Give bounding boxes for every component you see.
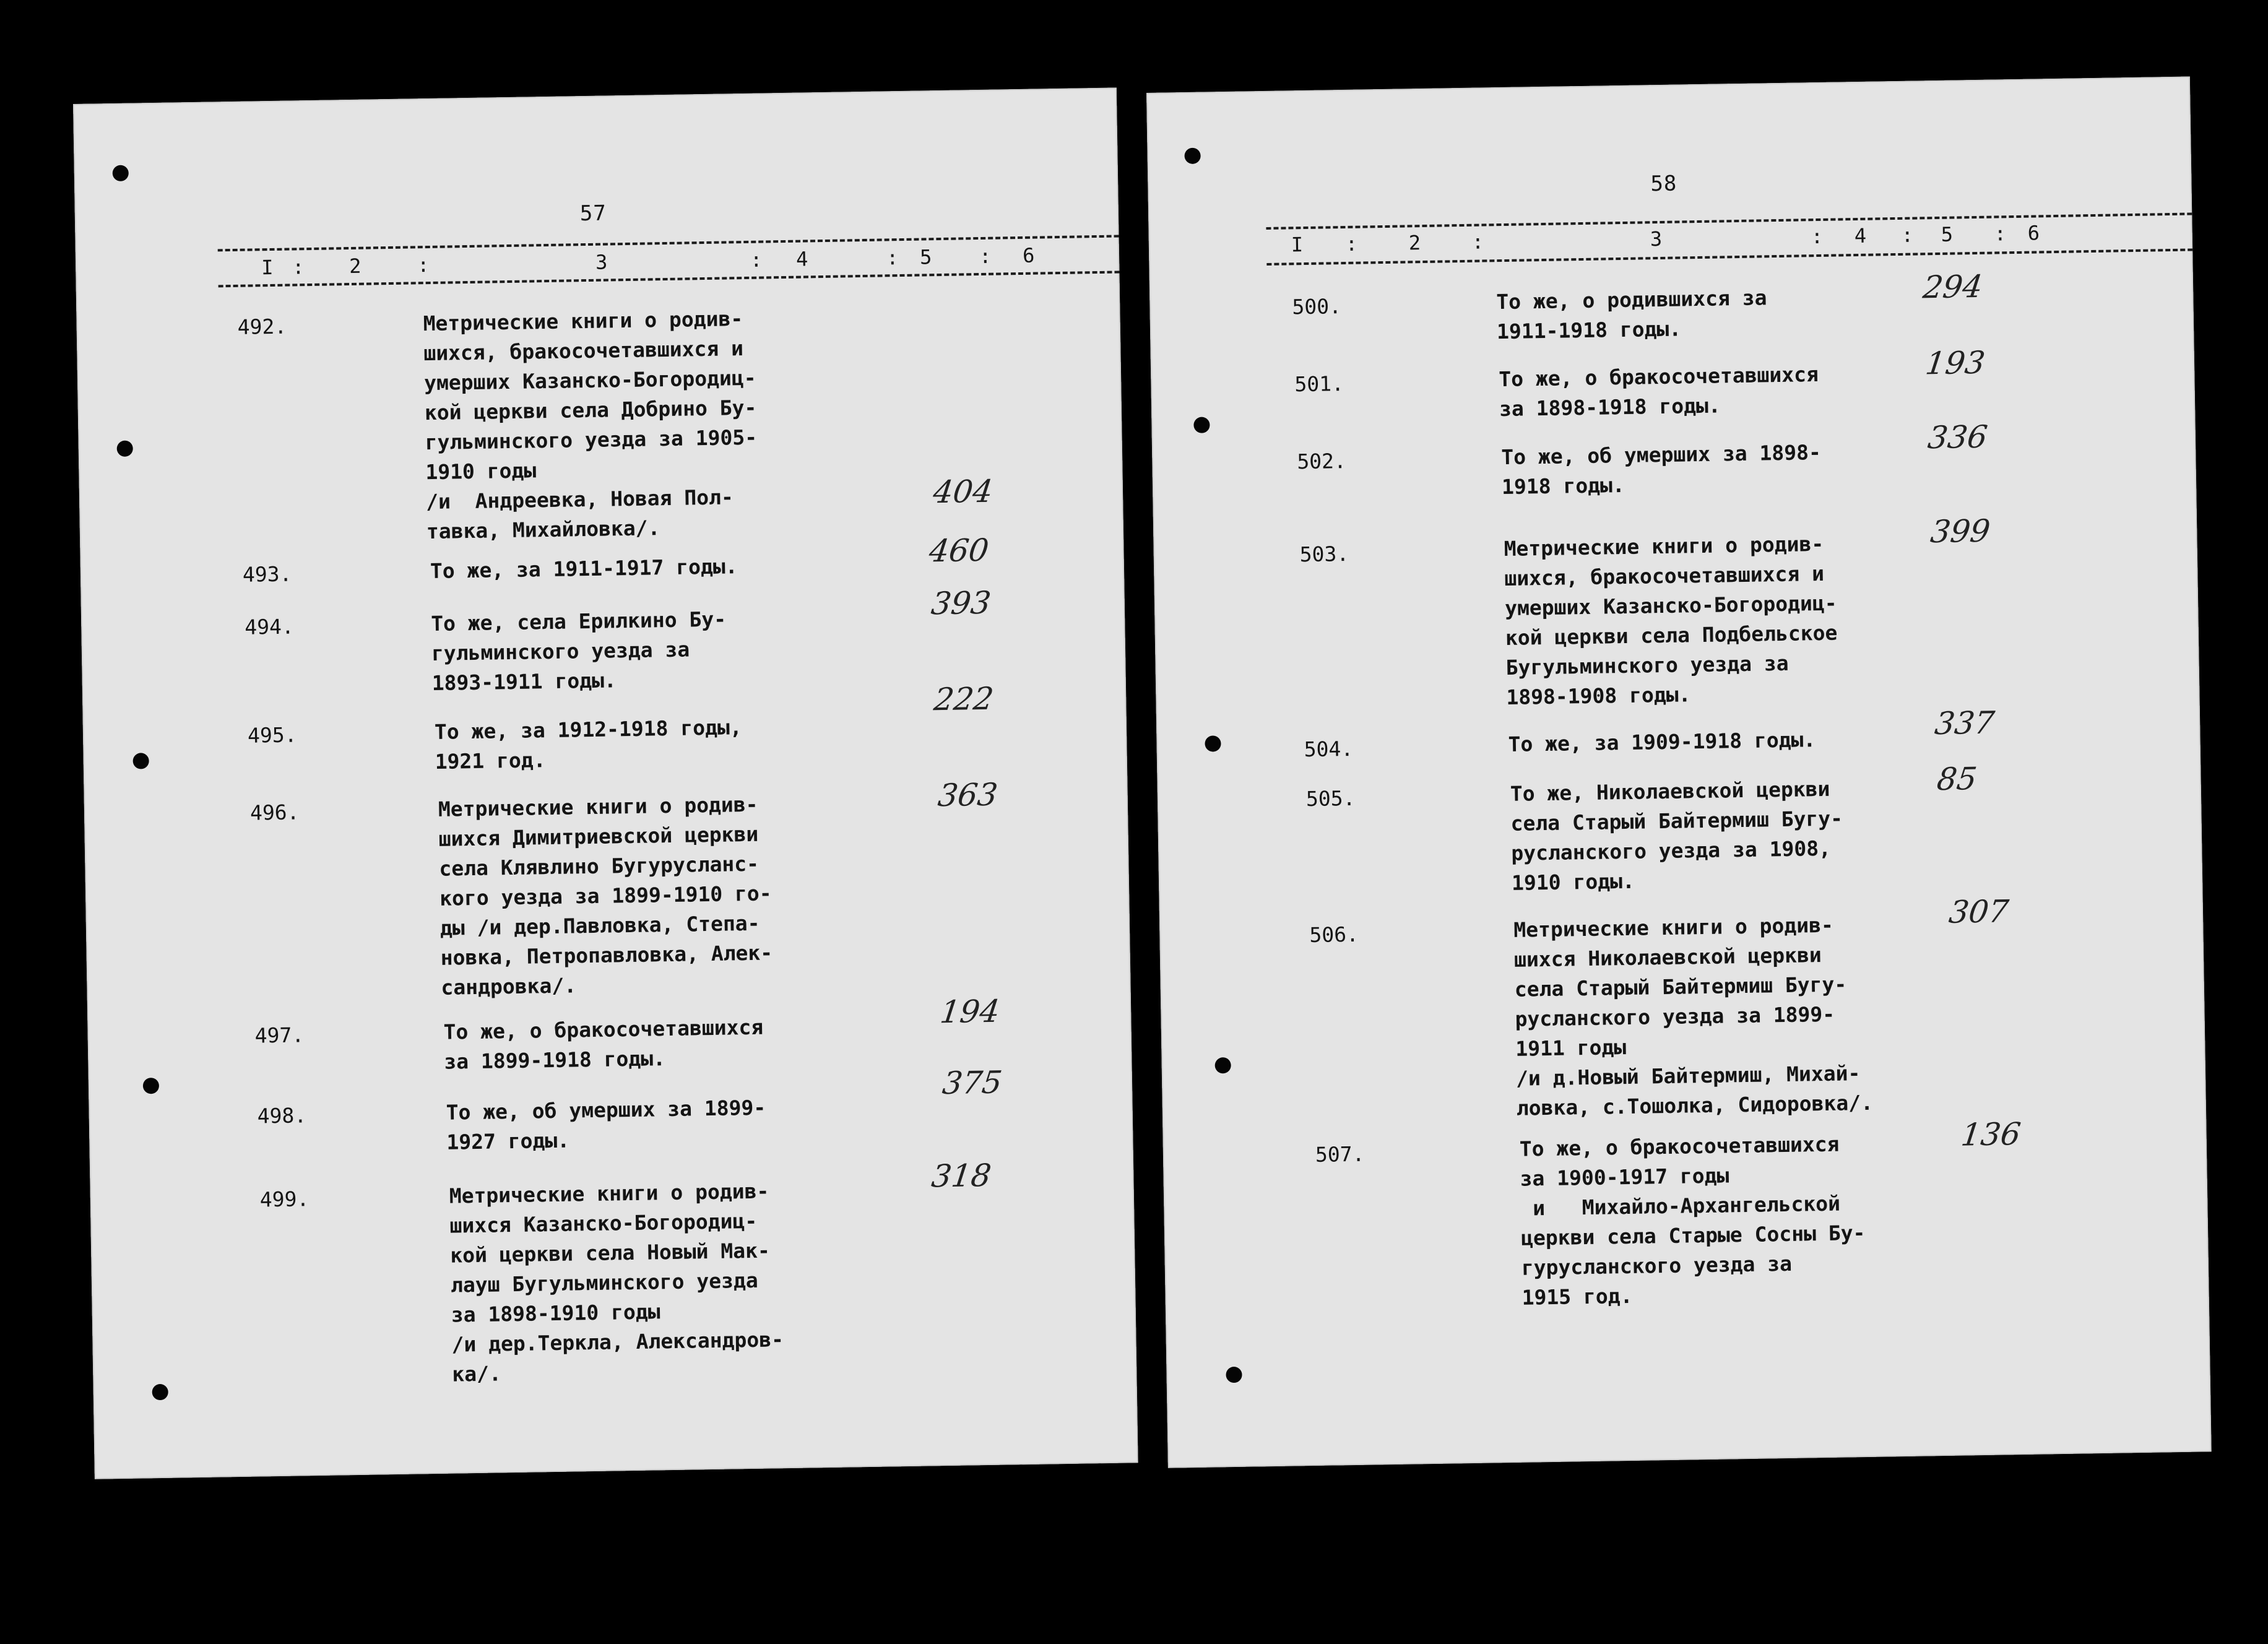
sheet-count: 336: [1926, 418, 1989, 456]
entry-number: 504.: [1304, 736, 1354, 762]
sheet-count: 307: [1947, 893, 2010, 930]
entry-description: Метрические книги о родив- шихся Николаевской церкви села Старый Байтермиш Бугу- русланского уезда за 1899- 1911 годы /и д.Новый Байтермиш, Михай- ловка, с.Тошолка, Сидоровка/.: [1513, 912, 1874, 1120]
entry-number: 507.: [1315, 1141, 1365, 1167]
punch-hole: [1226, 1367, 1242, 1383]
entry-number: 499.: [259, 1187, 309, 1212]
column-header-1: I: [261, 255, 274, 280]
entry-number: 502.: [1297, 449, 1347, 474]
sheet-count: 85: [1934, 761, 1979, 798]
entry-number: 493.: [242, 561, 292, 587]
entry-description: Метрические книги о родив- шихся Казанско-Богородиц- кой церкви села Новый Мак- лауш Бугульминского уезда за 1898-1910 годы /и дер.Теркла, Александров- ка/.: [449, 1179, 784, 1387]
punch-hole: [1205, 735, 1221, 751]
punch-hole: [1184, 148, 1200, 164]
punch-hole: [143, 1078, 159, 1094]
entry-description: То же, Николаевской церкви села Старый Байтермиш Бугу- русланского уезда за 1908, 1910 годы.: [1510, 776, 1843, 895]
sheet-count: 136: [1959, 1115, 2023, 1153]
entry-number: 492.: [237, 314, 287, 339]
entry-description: То же, об умерших за 1899- 1927 годы.: [446, 1095, 766, 1154]
sheet-count: 460: [927, 532, 991, 569]
entry-description: То же, за 1912-1918 годы, 1921 год.: [434, 715, 742, 774]
column-header-1: I: [1291, 233, 1304, 257]
column-header-3: 3: [595, 250, 608, 274]
column-header-6: 6: [1022, 243, 1035, 267]
entry-number: 495.: [247, 722, 297, 748]
entry-description: То же, об умерших за 1898- 1918 годы.: [1501, 439, 1822, 500]
entry-description: То же, за 1911-1917 годы.: [430, 554, 738, 584]
page-number: 57: [579, 201, 607, 227]
entry-description: То же, за 1909-1918 годы.: [1508, 727, 1816, 756]
entry-number: 505.: [1305, 785, 1356, 811]
column-header-2: 2: [348, 254, 361, 279]
entry-description: То же, о бракосочетавшихся за 1900-1917 годы и Михайло-Архангельской церкви села Старые Сосны Бу- гурусланского уезда за 1915 год.: [1519, 1131, 1866, 1310]
sheet-count: 393: [929, 584, 993, 622]
entry-description: То же, села Ерилкино Бу- гульминского уезда за 1893-1911 годы.: [430, 607, 727, 696]
entry-number: 498.: [257, 1103, 307, 1128]
sheet-count: 375: [940, 1064, 1005, 1102]
sheet-count: 194: [938, 993, 1002, 1031]
punch-hole: [1214, 1057, 1231, 1073]
entry-number: 503.: [1299, 541, 1349, 567]
sheet-count: 318: [929, 1157, 993, 1195]
entry-description: То же, о бракосочетавшихся за 1898-1918 годы.: [1499, 362, 1819, 422]
sheet-count: 404: [931, 473, 995, 511]
sheet-count: 222: [932, 680, 996, 718]
column-header-2: 2: [1408, 231, 1421, 255]
column-header: I 2 3 4 5 6 : : : : :: [1291, 221, 2040, 257]
punch-hole: [132, 753, 149, 769]
entry-number: 494.: [245, 614, 295, 639]
entry-number: 497.: [254, 1023, 305, 1048]
sheet-count: 399: [1928, 513, 1993, 550]
entry-description: Метрические книги о родив- шихся, бракосочетавшихся и умерших Казанско-Богородиц- кой церкви села Добрино Бу- гульминского уезда за 1905- 1910 годы /и Андреевка, Новая Пол- тавка, Михайловка/.: [423, 306, 758, 544]
entry-number: 506.: [1309, 922, 1359, 948]
entry-number: 500.: [1292, 294, 1342, 319]
column-header-4: 4: [795, 247, 808, 271]
sheet-count: 363: [936, 776, 1000, 814]
sheet-count: 193: [1923, 344, 1988, 382]
entry-description: Метрические книги о родив- шихся, бракосочетавшихся и умерших Казанско-Богородиц- кой церкви села Подбельское Бугульминского уезда за 1898-1908 годы.: [1504, 531, 1838, 709]
right-page: [1146, 77, 2212, 1468]
column-header-5: 5: [1941, 222, 1954, 246]
column-header-3: 3: [1650, 227, 1663, 251]
header-rule-bottom: [1266, 248, 2192, 265]
entry-description: Метрические книги о родив- шихся Димитриевской церкви села Клявлино Бугурусланс- кого уезда за 1899-1910 го- ды /и дер.Павловка, Степа- новка, Петропавловка, Алек- сандровка/.: [438, 792, 773, 1000]
header-rule-top: [1266, 212, 2192, 229]
sheet-count: 337: [1933, 704, 1997, 742]
sheet-count: 294: [1921, 268, 1985, 306]
punch-hole: [113, 165, 129, 181]
punch-hole: [152, 1384, 168, 1400]
column-header: I 2 3 4 5 6 : : : : :: [261, 243, 1035, 280]
punch-hole: [1193, 417, 1210, 433]
punch-hole: [117, 441, 133, 457]
entry-number: 496.: [249, 800, 300, 825]
column-header-4: 4: [1854, 223, 1867, 248]
entry-description: То же, о бракосочетавшихся за 1899-1918 годы.: [443, 1015, 764, 1074]
entry-description: То же, о родившихся за 1911-1918 годы.: [1496, 285, 1767, 344]
page-number: 58: [1650, 171, 1677, 197]
left-page: [73, 88, 1138, 1479]
column-header-5: 5: [919, 245, 932, 269]
entry-number: 501.: [1294, 371, 1344, 397]
column-header-6: 6: [2027, 221, 2040, 245]
